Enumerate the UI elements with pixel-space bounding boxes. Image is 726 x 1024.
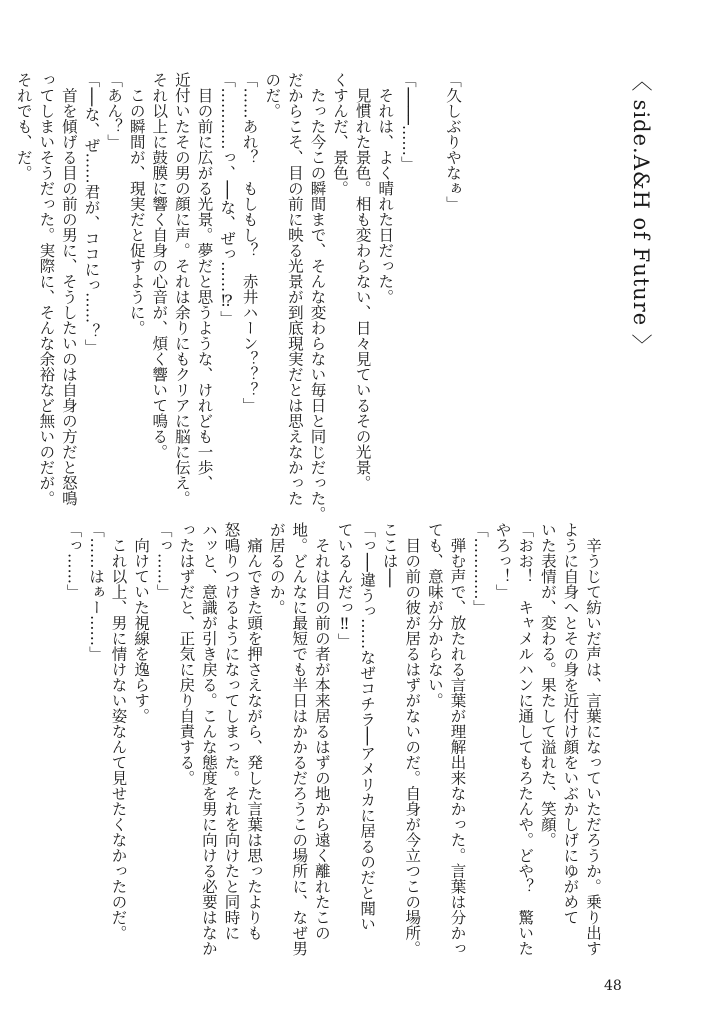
text-line: くすんだ、景色。 <box>331 72 350 196</box>
text-line: ってしまいそうだった。実際に、そんな余裕など無いのだが。 <box>37 72 56 506</box>
upper-text-column <box>14 72 464 522</box>
text-line: 目の前の彼が居るはずがないのだ。自身が今立つこの場所。 <box>403 522 422 956</box>
text-line: 「……はぁー……」 <box>86 522 105 662</box>
text-line: 「────……」 <box>398 72 417 172</box>
text-line: 近付いたその男の顔に声。それは余りにもクリアに脳に伝え。 <box>172 72 191 506</box>
text-line: やろっ！」 <box>493 522 512 600</box>
text-line: 「久しぶりやなぁ」 <box>444 72 462 212</box>
text-line: ここは── <box>380 522 399 588</box>
text-line: それでも、だ。 <box>14 72 33 181</box>
text-line: たった今この瞬間まで、そんな変わらない毎日と同じだった。 <box>308 72 327 522</box>
text-line: 目の前に広がる光景。夢だと思うような、けれども一歩、 <box>195 72 214 491</box>
text-line: いた表情が、変わる。果たして溢れた、笑顔。 <box>538 522 557 848</box>
text-line: だからこそ、目の前に映る光景が到底現実だとは思えなかった <box>285 72 304 506</box>
text-line: 辛うじて紡いだ声は、言葉になっていただろうか。乗り出す <box>584 522 602 956</box>
text-line: 怒鳴りつけるようになってしまった。それを向けたと同時に <box>222 522 241 941</box>
text-line: 「──な、ぜ……君が、ココにっ……？」 <box>82 72 101 355</box>
text-line <box>419 72 442 508</box>
text-line: 「……あれ？ もしもし？ 赤井ハーン？？？」 <box>240 72 259 413</box>
page-number: 48 <box>604 978 622 994</box>
text-line: 「っ……」 <box>154 522 173 600</box>
text-line: ハッと、意識が引き戻る。こんな態度を男に向ける必要はなか <box>199 522 218 956</box>
text-line: 「…………っ、──な、ぜっ……⁉」 <box>218 72 237 326</box>
chapter-title: 〈 side.A&H of Future 〉 <box>629 70 653 356</box>
text-line: ったはずだと、正気に戻り自責する。 <box>177 522 196 786</box>
text-line: 首を傾げる目の前の男に、そうしたいのは自身の方だと怒鳴 <box>59 72 78 506</box>
text-line: 向けていた視線を逸らす。 <box>132 522 151 724</box>
text-line: のだ。 <box>263 72 282 119</box>
text-line: 見慣れた景色。相も変わらない、日々見ているその光景。 <box>353 72 372 491</box>
text-line: 「っ……」 <box>64 522 83 600</box>
text-line: これ以上、男に情けない姿なんて見せたくなかったのだ。 <box>109 522 128 941</box>
text-line: それは目の前の者が本来居るはずの地から遠く離れたこの <box>312 522 331 941</box>
text-line: それ以上に鼓膜に響く自身の心音が、煩く響いて鳴る。 <box>150 72 169 460</box>
text-line: ように自身へとその身を近付け顔をいぶかしげにゆがめて <box>561 522 580 925</box>
lower-text-column <box>64 522 604 958</box>
text-line: が居るのか。 <box>267 522 286 615</box>
text-line: この瞬間が、現実だと促すように。 <box>127 72 146 336</box>
text-line: 「っ──違うっ……なぜコチラ──アメリカに居るのだと聞い <box>358 522 377 932</box>
text-line: 痛んできた頭を押さえながら、発した言葉は思ったよりも <box>245 522 264 941</box>
text-line: 「おお！ キャメルハンに通してもろたんや。どや？ 驚いた <box>516 522 535 956</box>
text-line: ているんだっ‼」 <box>335 522 354 649</box>
text-line: 「あん？」 <box>105 72 124 150</box>
text-line: 地。どんなに最短でも半日はかかるだろうこの場所に、なぜ男 <box>290 522 309 956</box>
text-line: 弾む声で、放たれる言葉が理解出来なかった。言葉は分かっ <box>448 522 467 956</box>
text-line: それは、よく晴れた日だった。 <box>376 72 395 305</box>
text-line: ても、意味が分からない。 <box>425 522 444 708</box>
text-line: 「…………」 <box>471 522 490 615</box>
